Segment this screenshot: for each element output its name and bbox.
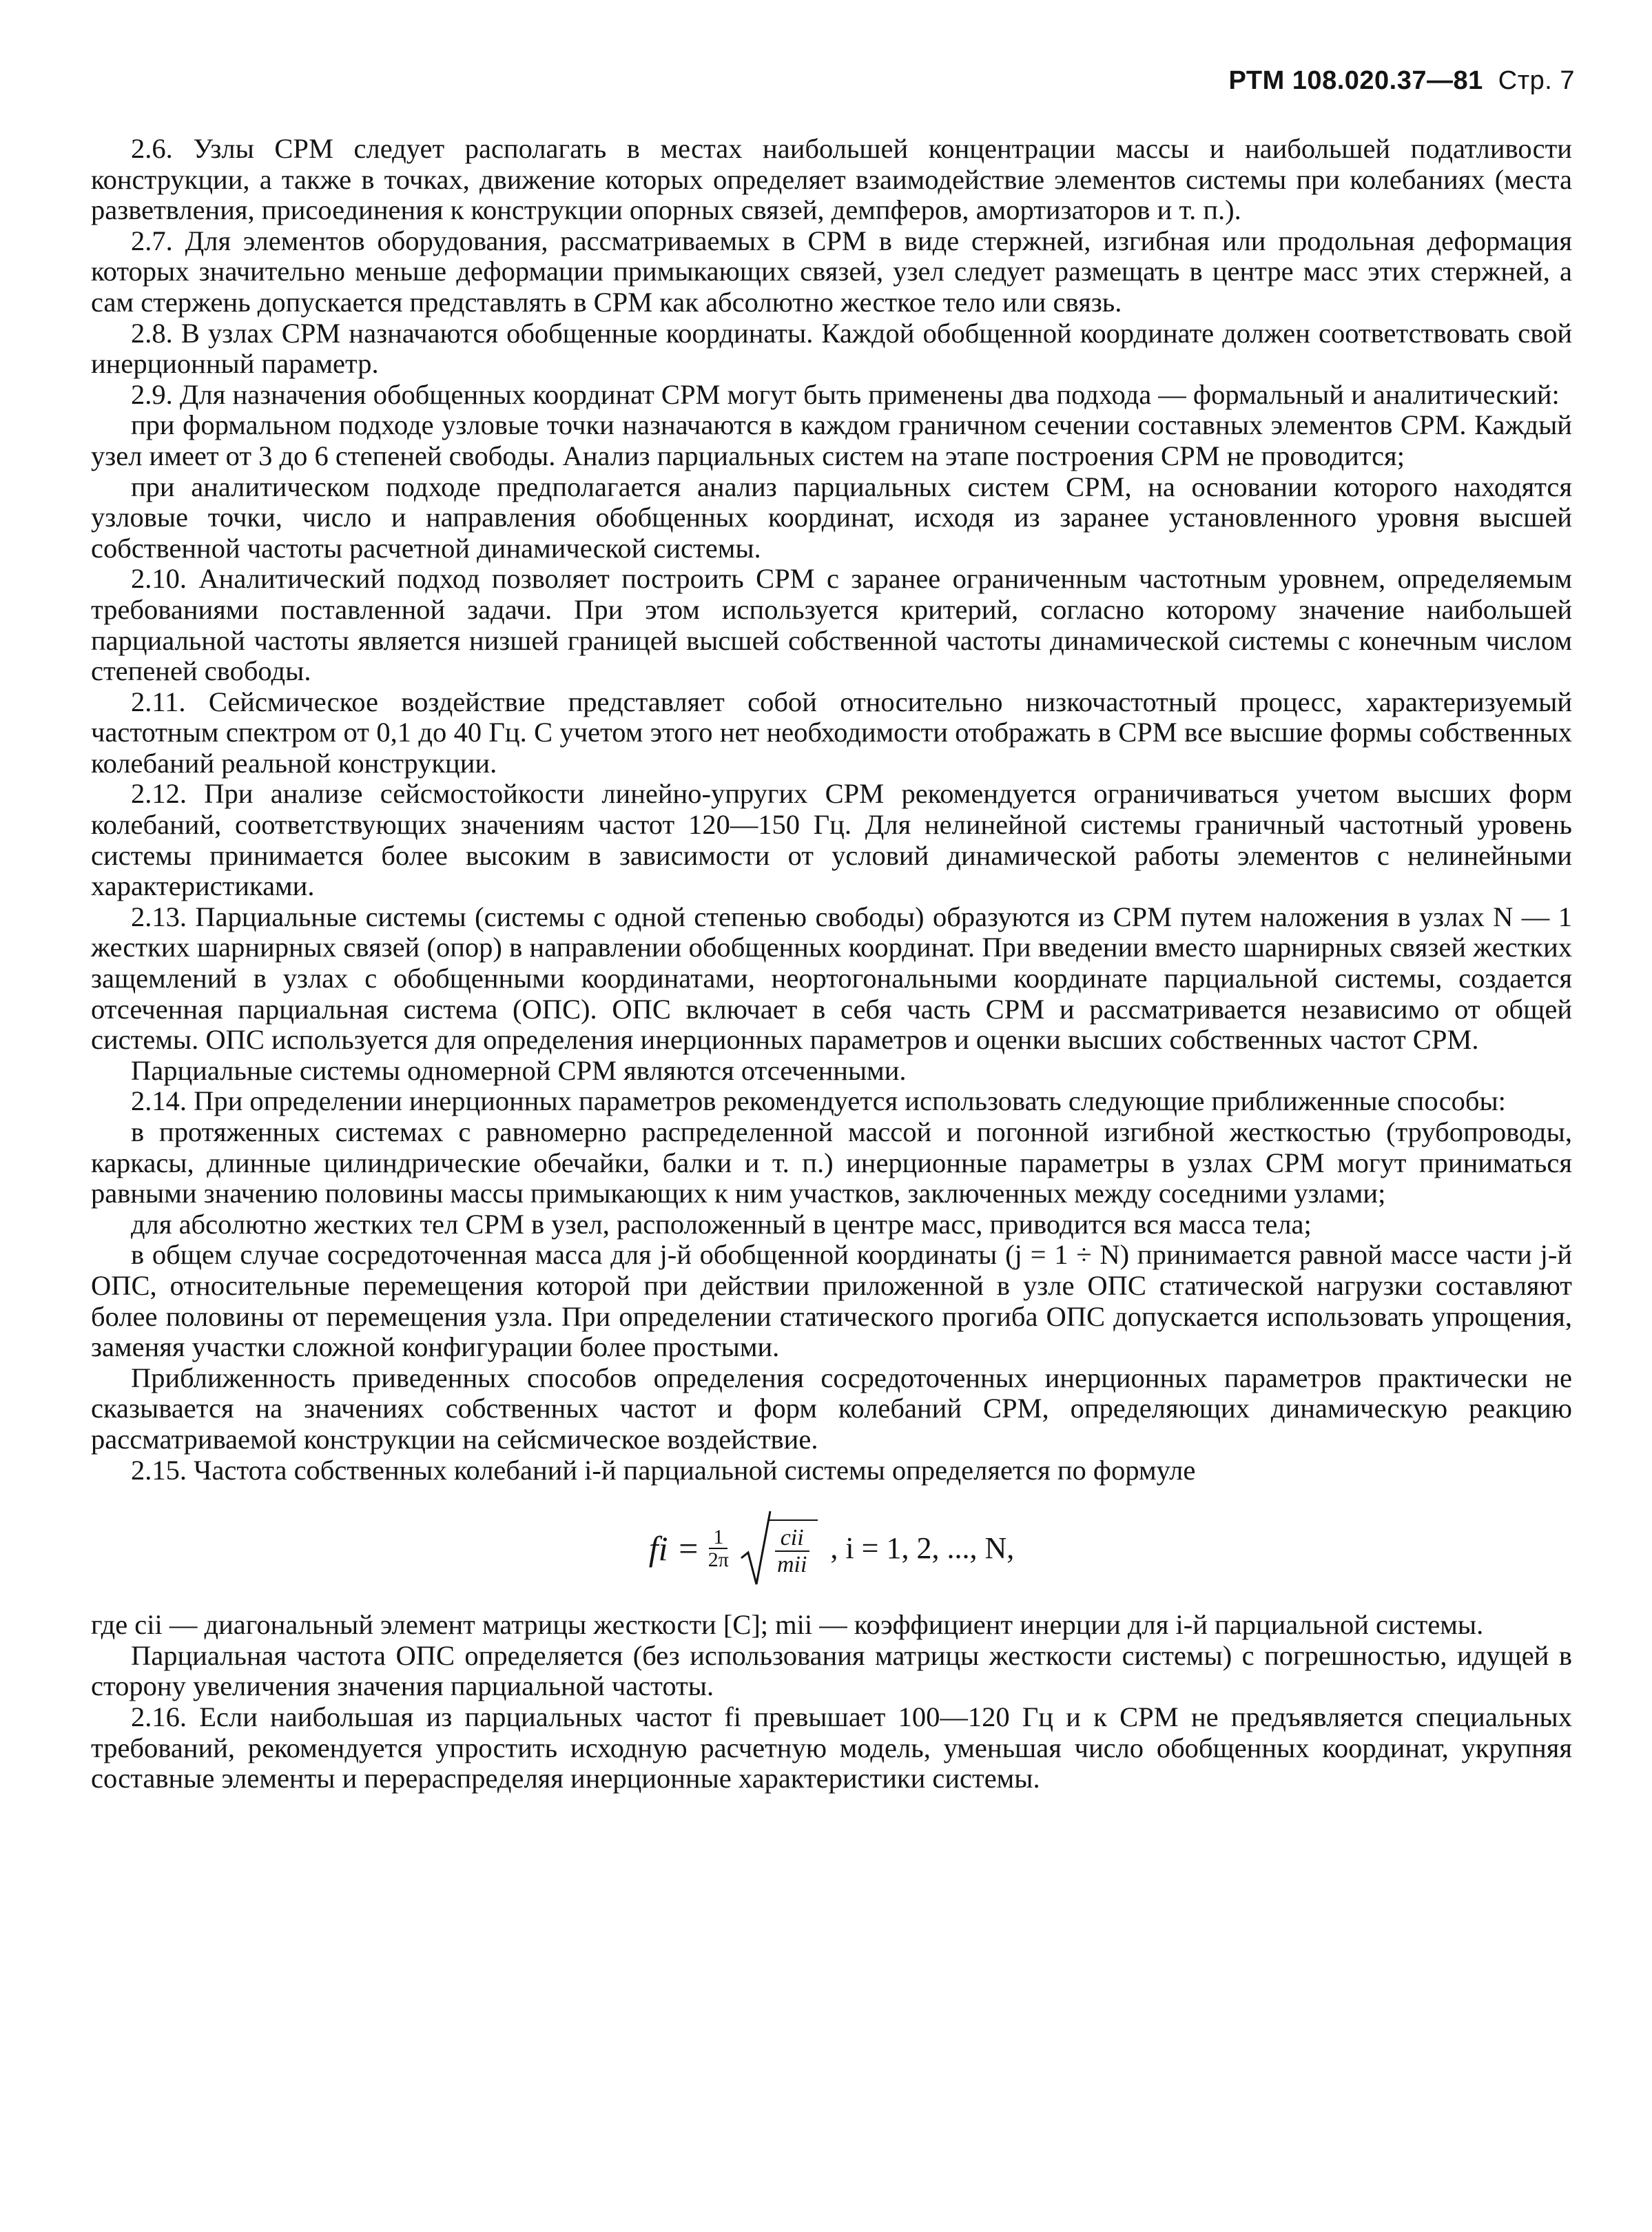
square-root xyxy=(740,1510,818,1587)
paragraph-2-9-analytic: при аналитическом подходе предполагается анализ парциальных систем СРМ, на основании которого находятся узловые точки, число и направления обобщенных координат, исходя из заранее установленного уровня высшей собственной частоты расчетной динамической системы. xyxy=(91,471,1572,564)
paragraph-2-13: 2.13. Парциальные системы (системы с одной степенью свободы) образуются из СРМ путем наложения в узлах N — 1 жестких шарнирных связей (опор) в направлении обобщенных координат. При введении вместо шарнирных связей жестких защемлений в узлах с обобщенными координатами, неортогональными координате парциальной системы, создается отсеченная парциальная система (ОПС). ОПС включает в себя часть СРМ и рассматривается независимо от общей системы. ОПС используется для определения инерционных параметров и оценки высших собственных частот СРМ. xyxy=(91,901,1572,1056)
formula-fraction-denominator: 2π xyxy=(708,1548,729,1572)
paragraph-2-14-distributed: в протяженных системах с равномерно распределенной массой и погонной изгибной жесткостью (трубопроводы, каркасы, длинные цилиндрические обечайки, балки и т. п.) инерционные параметры в узлах СРМ могут приниматься равными значению половины массы примыкающих к ним участков, заключенных между соседними узлами; xyxy=(91,1116,1572,1209)
formula-fraction xyxy=(704,1526,733,1571)
paragraph-2-14: 2.14. При определении инерционных параметров рекомендуется использовать следующие приближенные способы: xyxy=(131,1085,1506,1117)
frequency-formula xyxy=(91,1490,1572,1607)
paragraph-2-6: 2.6. Узлы СРМ следует располагать в местах наибольшей концентрации массы и наибольшей податливости конструкции, а также в точках, движение которых определяет взаимодействие элементов системы при колебаниях (места разветвления, присоединения к конструкции опорных связей, демпферов, амортизаторов и т. п.). xyxy=(91,133,1572,226)
page-number: Стр. 7 xyxy=(1498,66,1575,95)
paragraph-2-14-general: в общем случае сосредоточенная масса для j-й обобщенной координаты (j = 1 ÷ N) принимается равной массе части j-й ОПС, относительные перемещения которой при действии приложенной в узле ОПС статической нагрузки составляют более половины от перемещения узла. При определении статического прогиба ОПС допускается использовать упрощения, заменяя участки сложной конфигурации более простыми. xyxy=(91,1239,1572,1363)
paragraph-2-13-note: Парциальные системы одномерной СРМ являются отсеченными. xyxy=(131,1054,907,1086)
document-id: РТМ 108.020.37—81 xyxy=(1228,66,1483,95)
paragraph-2-9: 2.9. Для назначения обобщенных координат СРМ могут быть применены два подхода — формальный и аналитический: xyxy=(131,378,1560,410)
paragraph-ops-frequency: Парциальная частота ОПС определяется (без использования матрицы жесткости системы) с погрешностью, идущей в сторону увеличения значения парциальной частоты. xyxy=(91,1639,1572,1702)
paragraph-2-11: 2.11. Сейсмическое воздействие представляет собой относительно низкочастотный процесс, характеризуемый частотным спектром от 0,1 до 40 Гц. С учетом этого нет необходимости отображать в СРМ все высшие формы собственных колебаний реальной конструкции. xyxy=(91,686,1572,779)
paragraph-2-12: 2.12. При анализе сейсмостойкости линейно-упругих СРМ рекомендуется ограничиваться учетом высших форм колебаний, соответствующих значениям частот 120—150 Гц. Для нелинейной системы граничный частотный уровень системы принимается более высоким в зависимости от условий динамической работы элементов с нелинейными характеристиками. xyxy=(91,778,1572,902)
formula-lhs: fi = xyxy=(648,1528,700,1568)
page-header xyxy=(1229,66,1575,96)
paragraph-2-16: 2.16. Если наибольшая из парциальных частот fi превышает 100—120 Гц и к СРМ не предъявляется специальных требований, рекомендуется упростить исходную расчетную модель, уменьшая число обобщенных координат, укрупняя составные элементы и перераспределяя инерционные характеристики системы. xyxy=(91,1701,1572,1794)
paragraph-2-14-rigid: для абсолютно жестких тел СРМ в узел, расположенный в центре масс, приводится вся масса тела; xyxy=(131,1208,1312,1240)
paragraph-2-9-formal: при формальном подходе узловые точки назначаются в каждом граничном сечении составных элементов СРМ. Каждый узел имеет от 3 до 6 степеней свободы. Анализ парциальных систем на этапе построения СРМ не проводится; xyxy=(91,409,1572,471)
paragraph-formula-legend: где cii — диагональный элемент матрицы жесткости [C]; mii — коэффициент инерции для i-й парциальной системы. xyxy=(91,1609,1484,1641)
sqrt-denominator: mii xyxy=(776,1552,807,1578)
formula-fraction-numerator: 1 xyxy=(709,1526,727,1550)
paragraph-2-10: 2.10. Аналитический подход позволяет построить СРМ с заранее ограниченным частотным уровнем, определяемым требованиями поставленной задачи. При этом используется критерий, согласно которому значение наибольшей парциальной частоты является низшей границей высшей собственной частоты динамической системы с конечным числом степеней свободы. xyxy=(91,563,1572,687)
paragraph-2-15: 2.15. Частота собственных колебаний i-й парциальной системы определяется по формуле xyxy=(131,1454,1196,1486)
square-root-body xyxy=(767,1519,818,1578)
formula-rhs: , i = 1, 2, ..., N, xyxy=(830,1530,1015,1565)
paragraph-2-14-approx: Приближенность приведенных способов определения сосредоточенных инерционных параметров практически не сказывается на значениях собственных частот и форм колебаний СРМ, определяющих динамическую реакцию рассматриваемой конструкции на сейсмическое воздействие. xyxy=(91,1362,1572,1455)
paragraph-2-8: 2.8. В узлах СРМ назначаются обобщенные координаты. Каждой обобщенной координате должен соответствовать свой инерционный параметр. xyxy=(91,317,1572,380)
paragraph-2-7: 2.7. Для элементов оборудования, рассматриваемых в СРМ в виде стержней, изгибная или продольная деформация которых значительно меньше деформации примыкающих связей, узел следует размещать в центре масс этих стержней, а сам стержень допускается представлять в СРМ как абсолютно жесткое тело или связь. xyxy=(91,225,1572,318)
document-body xyxy=(91,134,1572,1794)
sqrt-numerator: cii xyxy=(775,1525,809,1552)
